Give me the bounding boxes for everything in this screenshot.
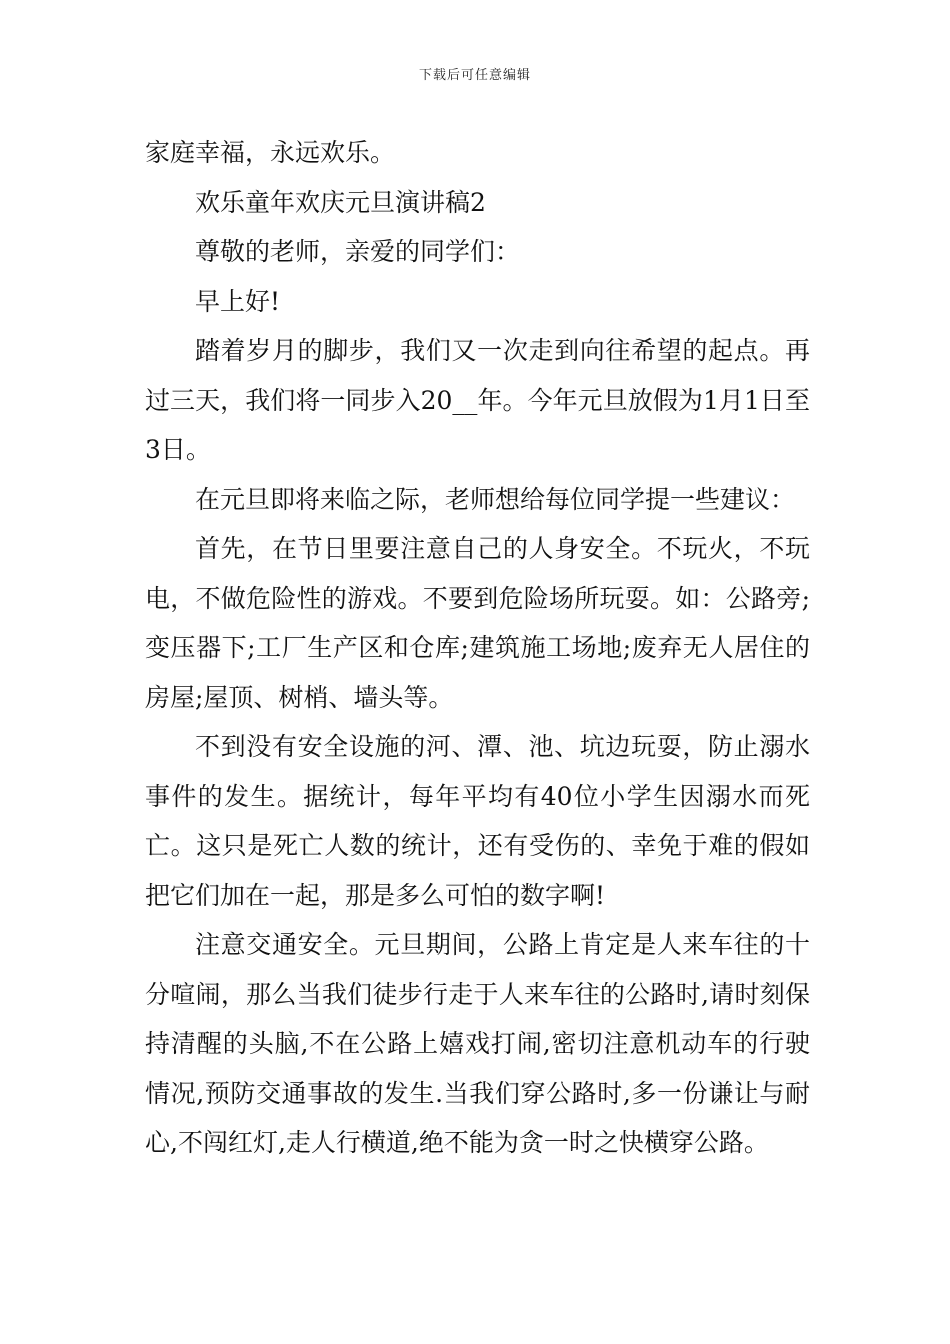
paragraph: 注意交通安全。元旦期间，公路上肯定是人来车往的十分喧闹，那么当我们徒步行走于人来车往的公路时,请时刻保持清醒的头脑,不在公路上嬉戏打闹,密切注意机动车的行驶情况,预防交通事故的发生.当我们穿公路时,多一份谦让与耐心,不闯红灯,走人行横道,绝不能为贪一时之快横穿公路。 — [145, 930, 810, 1157]
paragraph: 家庭幸福，永远欢乐。 — [145, 138, 396, 167]
paragraph: 不到没有安全设施的河、潭、池、坑边玩耍，防止溺水事件的发生。据统计，每年平均有40位小学生因溺水而死亡。这只是死亡人数的统计，还有受伤的、幸免于难的假如把它们加在一起，那是多么可怕的数字啊! — [145, 732, 810, 910]
document-body — [145, 128, 810, 1168]
greeting: 早上好! — [195, 286, 281, 316]
paragraph: 在元旦即将来临之际，老师想给每位同学提一些建议： — [195, 484, 796, 514]
page-header-note: 下载后可任意编辑 — [418, 68, 531, 83]
salutation: 尊敬的老师，亲爱的同学们： — [195, 237, 521, 266]
speech-title: 欢乐童年欢庆元旦演讲稿2 — [195, 187, 486, 217]
paragraph: 首先，在节日里要注意自己的人身安全。不玩火，不玩电，不做危险性的游戏。不要到危险场所玩耍。如：公路旁;变压器下;工厂生产区和仓库;建筑施工场地;废弃无人居住的房屋;屋顶、树梢、墙头等。 — [145, 534, 810, 712]
paragraph: 踏着岁月的脚步，我们又一次走到向往希望的起点。再过三天，我们将一同步入20__年。今年元旦放假为1月1日至3日。 — [145, 336, 810, 464]
